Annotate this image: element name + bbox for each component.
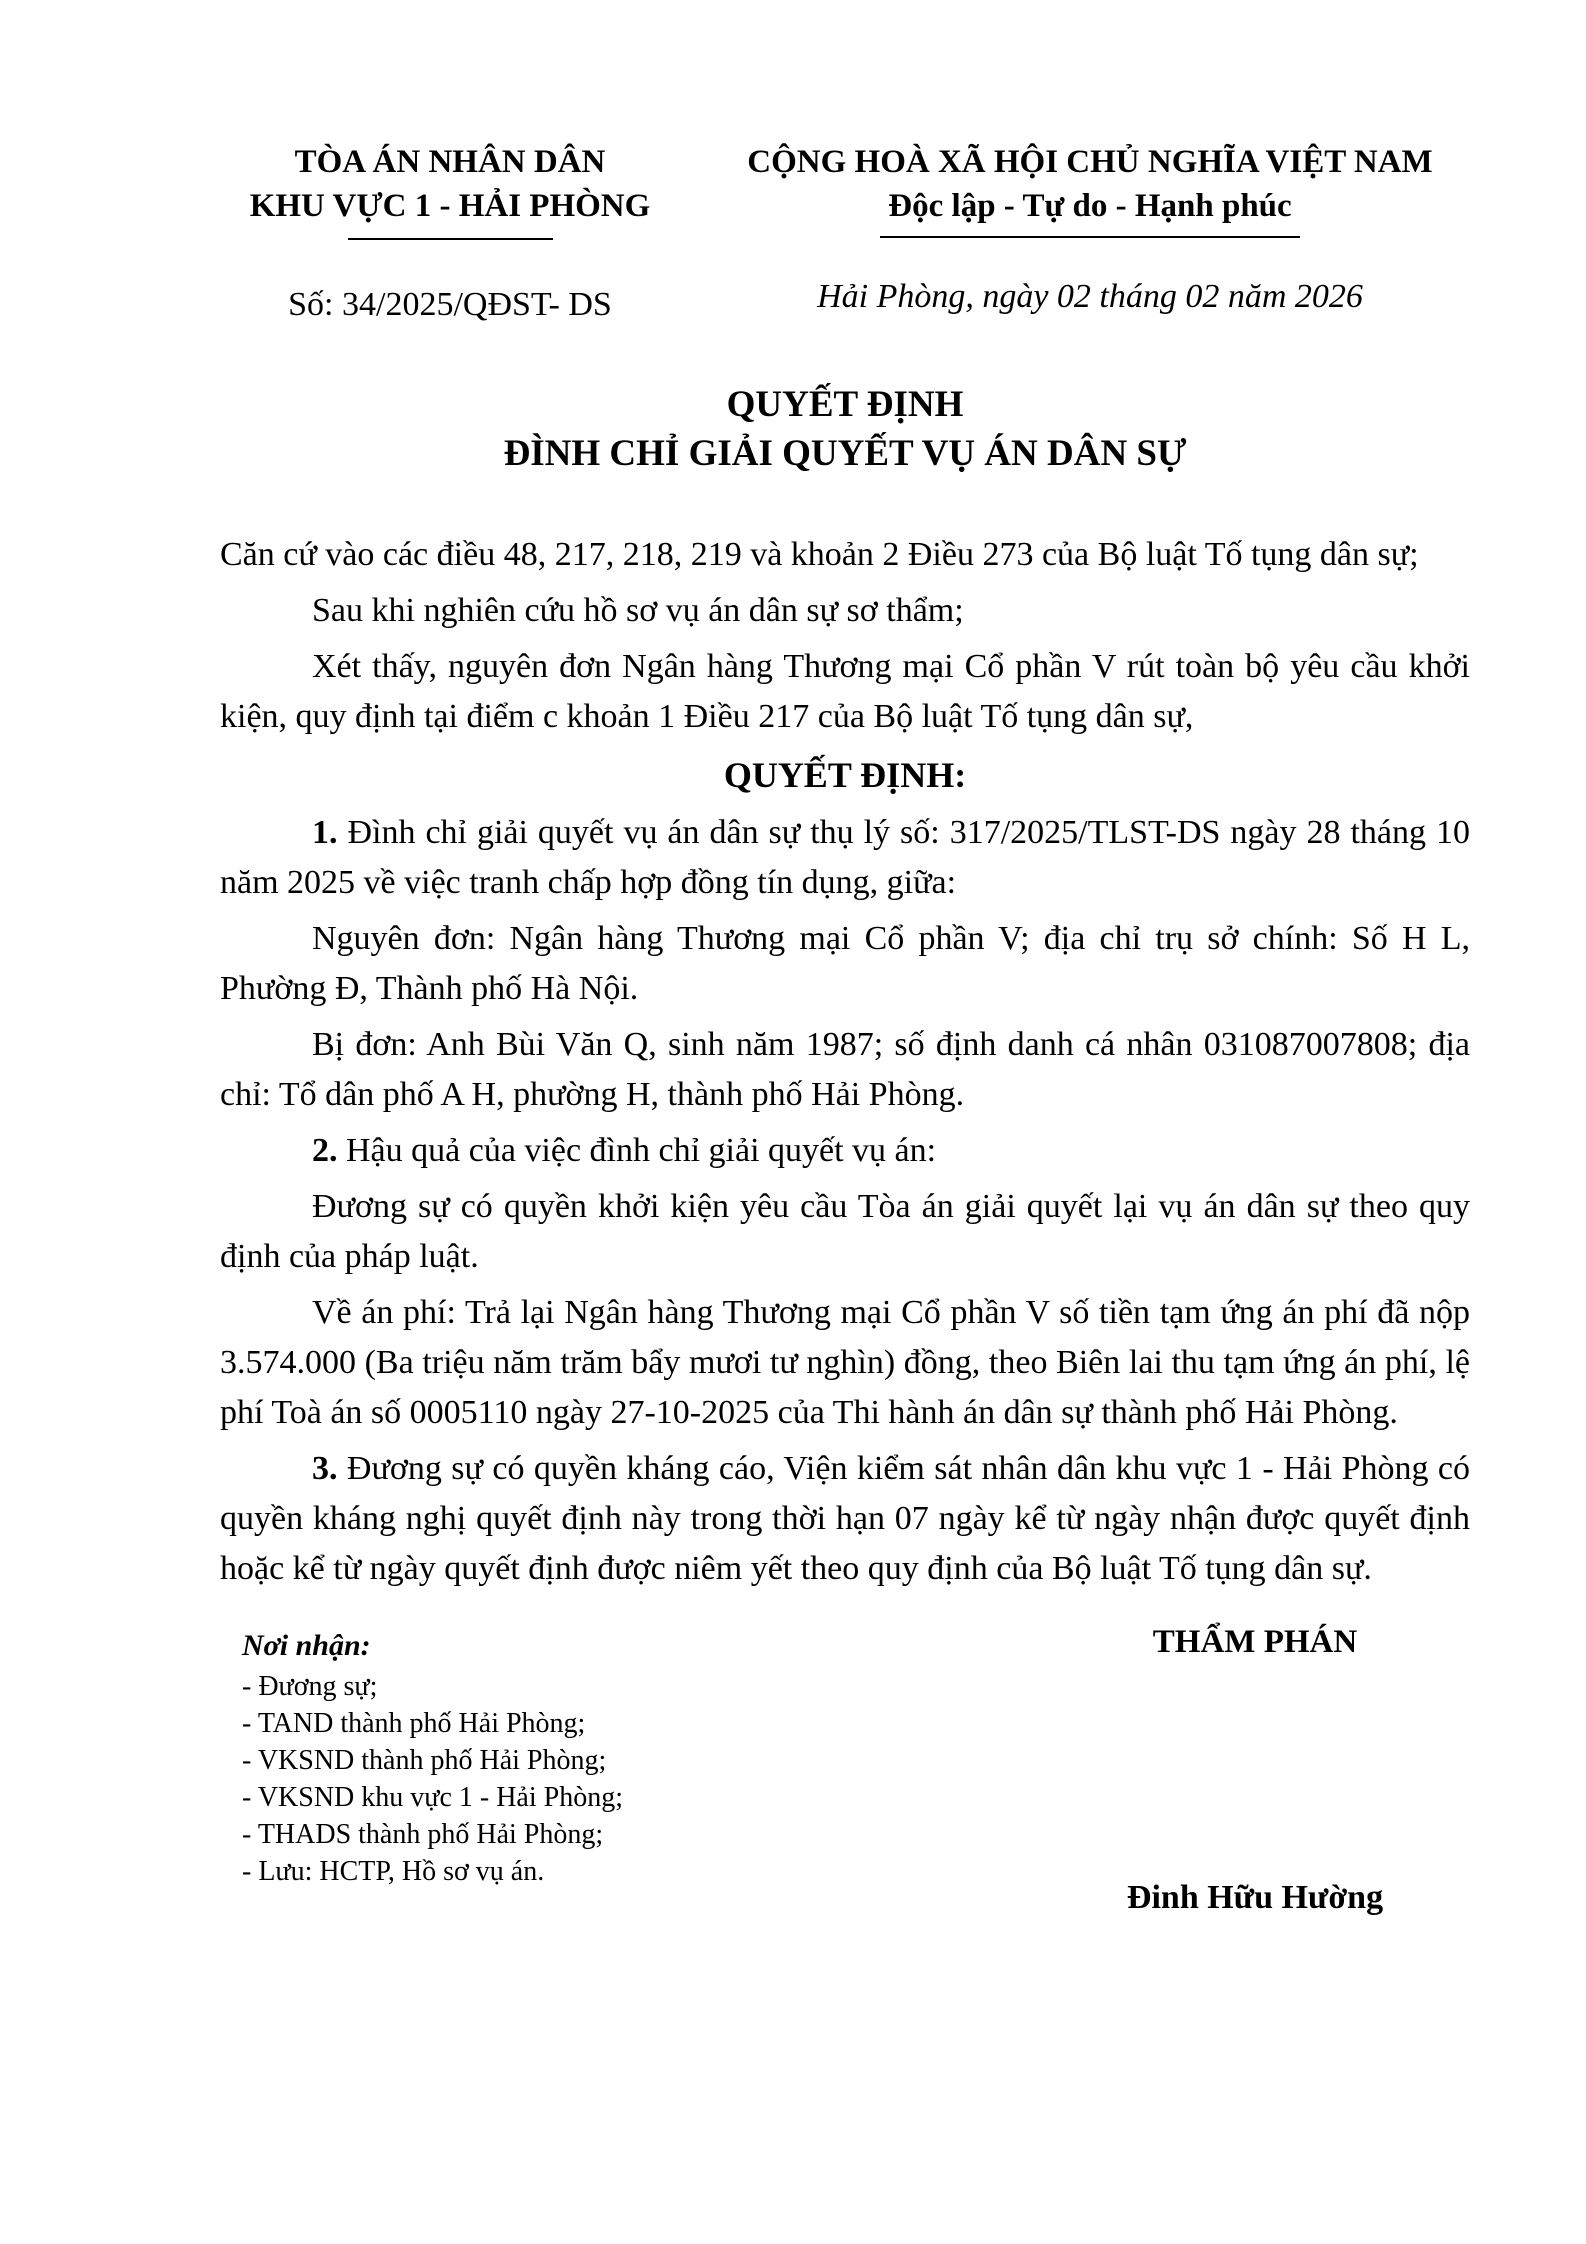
recipients-label: Nơi nhận:	[242, 1629, 371, 1662]
paragraph-text: Bị đơn: Anh Bùi Văn Q, sinh năm 1987; số định danh cá nhân 031087007808; địa chỉ: Tổ dân phố A H, phường H, thành phố Hải Phòng.	[220, 1026, 1470, 1113]
article-3	[220, 1444, 1470, 1594]
paragraph-text: Nguyên đơn: Ngân hàng Thương mại Cổ phần V; địa chỉ trụ sở chính: Số H L, Phường Đ, Thành phố Hà Nội.	[220, 920, 1470, 1007]
recipient-item: - VKSND thành phố Hải Phòng;	[242, 1745, 607, 1776]
motto-underlined-text: Độc lập - Tự do - Hạnh phúc	[880, 184, 1299, 238]
title-line1: QUYẾT ĐỊNH	[726, 384, 964, 425]
signer-title: THẨM PHÁN	[1152, 1624, 1358, 1660]
title-line2: ĐÌNH CHỈ GIẢI QUYẾT VỤ ÁN DÂN SỰ	[503, 433, 1187, 474]
paragraph-text: Sau khi nghiên cứu hồ sơ vụ án dân sự sơ thẩm;	[312, 592, 964, 629]
document-body	[220, 530, 1470, 1594]
document-title	[220, 380, 1470, 478]
paragraph-text: Đình chỉ giải quyết vụ án dân sự thụ lý số: 317/2025/TLST-DS ngày 28 tháng 10 năm 2025 về việc tranh chấp hợp đồng tín dụng, giữa:	[220, 814, 1470, 901]
recipient-item: - Lưu: HCTP, Hồ sơ vụ án.	[242, 1856, 545, 1887]
paragraph-legal-basis	[220, 530, 1470, 580]
paragraph-right-to-refile	[220, 1182, 1470, 1282]
article-number: 2.	[312, 1132, 338, 1169]
place-date-line: Hải Phòng, ngày 02 tháng 02 năm 2026	[817, 278, 1363, 315]
recipients-block	[242, 1624, 623, 1917]
document-header	[220, 140, 1470, 324]
signature-block	[1040, 1624, 1470, 1917]
paragraph-text: Xét thấy, nguyên đơn Ngân hàng Thương mại Cổ phần V rút toàn bộ yêu cầu khởi kiện, quy định tại điểm c khoản 1 Điều 217 của Bộ luật Tố tụng dân sự,	[220, 648, 1470, 735]
paragraph-review-note	[220, 586, 1470, 636]
article-number: 3.	[312, 1450, 338, 1487]
document-footer	[220, 1624, 1470, 1917]
issuing-authority-block	[220, 140, 680, 324]
article-2	[220, 1126, 1470, 1176]
recipient-item: - TAND thành phố Hải Phòng;	[242, 1708, 586, 1739]
national-motto	[710, 184, 1470, 238]
authority-underline	[348, 238, 553, 240]
signature-space	[1040, 1661, 1470, 1879]
article-number: 1.	[312, 814, 338, 851]
paragraph-text: Căn cứ vào các điều 48, 217, 218, 219 và khoản 2 Điều 273 của Bộ luật Tố tụng dân sự;	[220, 536, 1419, 573]
decision-heading: QUYẾT ĐỊNH:	[723, 755, 967, 795]
recipient-item: - VKSND khu vực 1 - Hải Phòng;	[242, 1782, 623, 1813]
paragraph-defendant	[220, 1020, 1470, 1120]
national-title: CỘNG HOÀ XÃ HỘI CHỦ NGHĨA VIỆT NAM	[747, 144, 1433, 180]
paragraph-plaintiff	[220, 914, 1470, 1014]
paragraph-text: Hậu quả của việc đình chỉ giải quyết vụ án:	[337, 1132, 937, 1169]
article-1	[220, 808, 1470, 908]
paragraph-court-fee	[220, 1288, 1470, 1438]
document-number: Số: 34/2025/QĐST- DS	[288, 286, 612, 323]
recipient-item: - THADS thành phố Hải Phòng;	[242, 1819, 604, 1850]
signer-name: Đinh Hữu Hường	[1126, 1879, 1384, 1916]
national-motto-block	[710, 140, 1470, 324]
paragraph-finding	[220, 642, 1470, 742]
paragraph-text: Đương sự có quyền kháng cáo, Viện kiểm sát nhân dân khu vực 1 - Hải Phòng có quyền kháng nghị quyết định này trong thời hạn 07 ngày kể từ ngày nhận được quyết định hoặc kể từ ngày quyết định được niêm yết theo quy định của Bộ luật Tố tụng dân sự.	[220, 1450, 1470, 1587]
paragraph-text: Đương sự có quyền khởi kiện yêu cầu Tòa án giải quyết lại vụ án dân sự theo quy định của pháp luật.	[220, 1188, 1470, 1275]
authority-name-line1: TÒA ÁN NHÂN DÂN	[294, 144, 606, 180]
authority-name-line2: KHU VỰC 1 - HẢI PHÒNG	[249, 188, 651, 224]
paragraph-text: Về án phí: Trả lại Ngân hàng Thương mại Cổ phần V số tiền tạm ứng án phí đã nộp 3.574.000 (Ba triệu năm trăm bẩy mươi tư nghìn) đồng, theo Biên lai thu tạm ứng án phí, lệ phí Toà án số 0005110 ngày 27-10-2025 của Thi hành án dân sự thành phố Hải Phòng.	[220, 1294, 1470, 1431]
recipient-item: - Đương sự;	[242, 1671, 378, 1702]
